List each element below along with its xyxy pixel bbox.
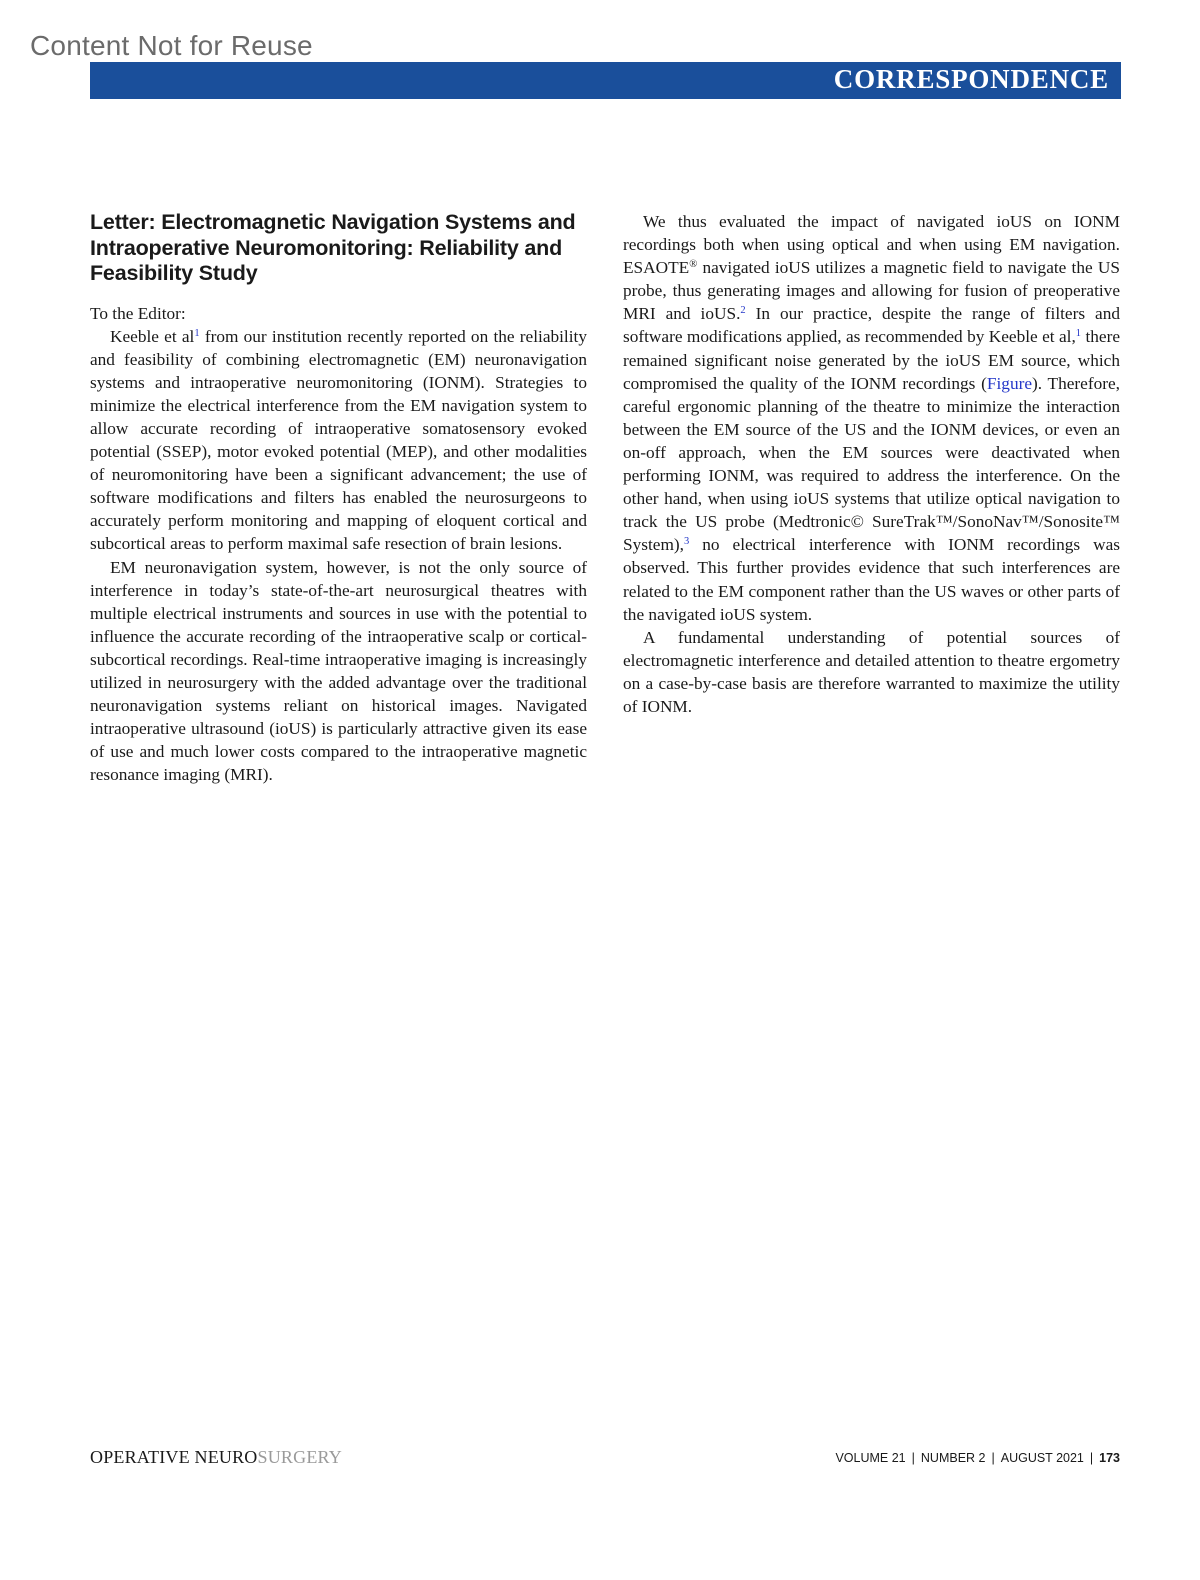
issue-info: VOLUME 21 | NUMBER 2 | AUGUST 2021 | 173 bbox=[835, 1451, 1120, 1465]
paragraph-1: Keeble et al$^1$ from our institution recently reported on the reliability and feasibility of combining electromagnetic (EM) neuronavigation systems and intraoperative neuromonitoring (IONM). Strategies to minimize the electrical interference from the EM navigation system to allow accurate recording of intraoperative somatosensory evoked potential (SSEP), motor evoked potential (MEP), and other modalities of neuromonitoring have been a significant advancement; the use of software modifications and filters has enabled the neurosurgeons to accurately perform monitoring and mapping of eloquent cortical and subcortical areas to perform maximal safe resection of brain lesions. bbox=[90, 326, 587, 554]
paragraph-3: We thus evaluated the impact of navigated ioUS on IONM recordings both when using optical and when using EM navigation. ESAOTE® navigated ioUS utilizes a magnetic field to navigate the US probe, thus generating images and allowing for fusion of preoperative MRI and ioUS.$^2$ In our practice, despite the range of filters and software modifications applied, as recommended by Keeble et al,$^1$ there remained significant noise generated by the ioUS EM source, which compromised the quality of the IONM recordings (Figure). Therefore, careful ergonomic planning of the theatre to minimize the interaction between the EM source of the US and the IONM devices, or even an on-off approach, when the EM sources were deactivated when performing IONM, was required to address the interference. On the other hand, when using ioUS systems that utilize optical navigation to track the US probe (Medtronic© SureTrak™/SonoNav™/Sonosite™ System),$^3$ no electrical interference with IONM recordings was observed. This further provides evidence that such interferences are related to the EM component rather than the US waves or other parts of the navigated ioUS system. bbox=[623, 212, 1120, 624]
reference-link[interactable]: 3 bbox=[683, 536, 690, 548]
issue-number: NUMBER 2 bbox=[920, 1451, 986, 1465]
page-number: 173 bbox=[1099, 1451, 1120, 1465]
journal-name-light: SURGERY bbox=[257, 1447, 342, 1467]
registered-mark: ® bbox=[689, 259, 698, 271]
watermark: Content Not for Reuse bbox=[30, 30, 313, 61]
column-left bbox=[90, 210, 587, 786]
reference-link[interactable]: 1 bbox=[1075, 328, 1082, 340]
figure-link[interactable]: Figure bbox=[986, 373, 1033, 393]
article-title: Letter: Electromagnetic Navigation Systems and Intraoperative Neuromonitoring: Reliability and Feasibility Study bbox=[90, 210, 576, 285]
column-right bbox=[623, 210, 1120, 718]
issue-date: AUGUST 2021 bbox=[1000, 1451, 1084, 1465]
paragraph-2: EM neuronavigation system, however, is not the only source of interference in today’s state-of-the-art neurosurgical theatres with multiple electrical instruments and sources in use with the potential to influence the accurate recording of the intraoperative scalp or cortical-subcortical recordings. Real-time intraoperative imaging is increasingly utilized in neurosurgery with the added advantage over the traditional neuronavigation systems reliant on historical images. Navigated intraoperative ultrasound (ioUS) is particularly attractive given its ease of use and much lower costs compared to the intraoperative magnetic resonance imaging (MRI). bbox=[90, 557, 587, 785]
salutation: To the Editor: bbox=[90, 303, 186, 323]
volume: VOLUME 21 bbox=[835, 1451, 906, 1465]
journal-name bbox=[90, 1447, 342, 1468]
section-label: CORRESPONDENCE bbox=[833, 64, 1109, 94]
reference-link[interactable]: 2 bbox=[740, 305, 746, 317]
section-banner bbox=[90, 62, 1121, 99]
paragraph-4: A fundamental understanding of potential sources of electromagnetic interference and detailed attention to theatre ergometry on a case-by-case basis are therefore warranted to maximize the utility of IONM. bbox=[623, 627, 1120, 716]
reference-link[interactable]: 1 bbox=[194, 327, 200, 339]
journal-name-dark: OPERATIVE NEURO bbox=[90, 1447, 258, 1467]
